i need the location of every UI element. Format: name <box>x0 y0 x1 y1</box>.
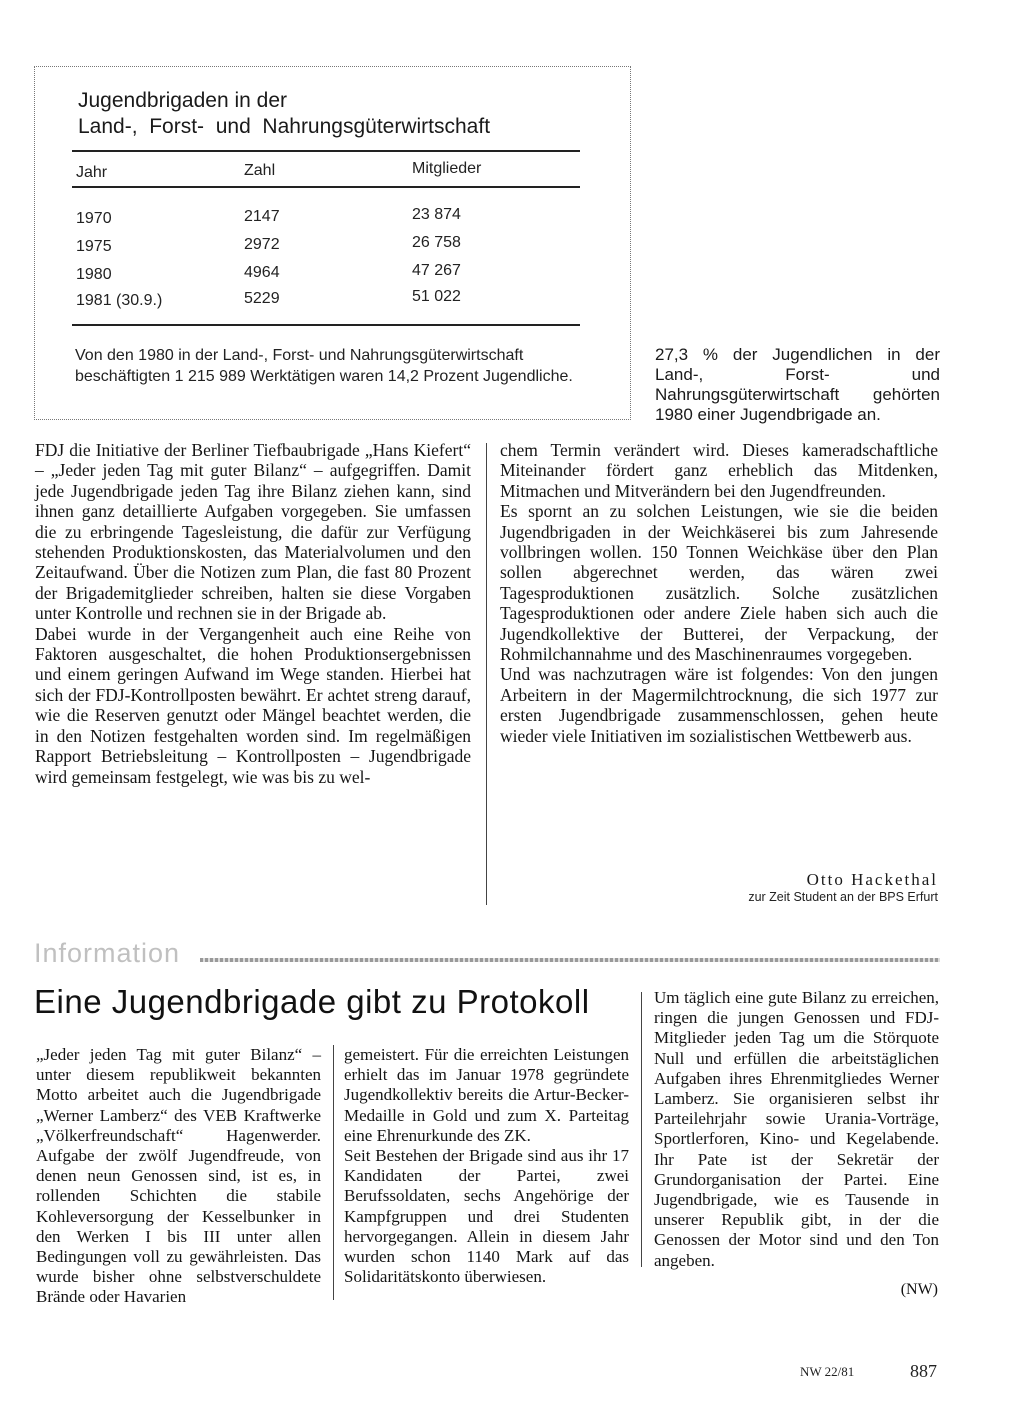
article-column-2 <box>500 440 938 746</box>
paragraph: chem Termin verändert wird. Dieses kameradschaftliche Miteinander fördert ganz erheblich das Mitdenken, Mitmachen und Mitverändern bei den Jugendfreunden. <box>500 440 938 501</box>
article2-column-1 <box>36 1045 321 1308</box>
box-footnote: Von den 1980 in der Land-, Forst- und Nahrungsgüterwirtschaft beschäftigten 1 215 989 Werktätigen waren 14,2 Prozent Jugendliche. <box>75 347 573 385</box>
issue-label: NW 22/81 <box>800 1364 855 1379</box>
paragraph: Dabei wurde in der Vergangenheit auch eine Reihe von Faktoren ausgeschaltet, die hohen Produktionsergebnissen und einem geringen Aufwand im Wege standen. Hierbei hat sich der FDJ-Kontrollposten bewährt. Er achtet streng darauf, wie die Reserven genutzt oder Mängel beachtet werden, die in den Notizen festgehalten worden sind. Im regelmäßigen Rapport Betriebsleitung – Kontrollposten – Jugendbrigade wird gemeinsam festgelegt, wie was bis zu wel- <box>35 623 471 787</box>
cell-year: 1970 <box>76 210 112 227</box>
paragraph: „Jeder jeden Tag mit guter Bilanz“ – unter diesem republikweit bekannten Motto arbeitet auch die Jugendbrigade „Werner Lamberz“ des VEB Kraftwerke „Völkerfreundschaft“ Hagenwerder. Aufgabe der zwölf Jugendfreude, von denen neun Genossen sind, ist es, in rollenden Schichten die stabile Kohleversorgung der Kesselbunker in den Werken I bis III unter allen Bedingungen voll zu gewährleisten. Das wurde bisher ohne selbstverschuldete Brände oder Havarien <box>36 1045 321 1307</box>
page-number: 887 <box>910 1361 937 1381</box>
table-top-rule <box>72 150 580 152</box>
article2-column-3 <box>654 988 939 1271</box>
paragraph: Es spornt an zu solchen Leistungen, wie sie die beiden Jugendbrigaden in der Weichkäserei bis zum Jahresende vollbringen wollen. 150 Tonnen Weichkäse über den Plan sollen abgerechnet werden, das wären zwei Tagesproduktionen zusätzlich. Solche zusätzlichen Tagesproduktionen oder andere Ziele haben sich auch die Jugendkollektive der Butterei, der Verpackung, der Rohmilchannahme und des Maschinenraumes vorgegeben. <box>500 501 938 665</box>
cell-count: 2972 <box>244 236 280 253</box>
section-label: Information <box>34 938 181 968</box>
cell-members: 23 874 <box>412 206 461 223</box>
cell-year: 1975 <box>76 238 112 255</box>
article-headline: Eine Jugendbrigade gibt zu Protokoll <box>34 983 590 1020</box>
author-name: Otto Hackethal <box>806 870 938 889</box>
article-signature: (NW) <box>900 1281 938 1298</box>
author-affiliation: zur Zeit Student an der BPS Erfurt <box>748 890 938 904</box>
cell-members: 47 267 <box>412 262 461 279</box>
side-note: 27,3 % der Jugendlichen in der Land-, Forst- und Nahrungsgüterwirtschaft gehörten 1980 einer Jugendbrigade an. <box>655 345 940 424</box>
table-header-zahl: Zahl <box>244 162 276 179</box>
table-header-rule <box>72 186 580 188</box>
paragraph: Und was nachzutragen wäre ist folgendes: Von den jungen Arbeitern in der Magermilchtrocknung, die sich 1977 zur ersten Jugendbrigade zusammenschlossen, gehen heute wieder viele Initiativen im sozialistischen Wettbewerb aus. <box>500 664 938 746</box>
cell-count: 2147 <box>244 208 280 225</box>
column-divider <box>333 1045 334 1300</box>
box-title <box>78 88 598 140</box>
box-title-line-2: Land-, Forst- und Nahrungsgüterwirtschaft <box>78 115 491 138</box>
column-divider <box>486 443 487 905</box>
box-title-line-1: Jugendbrigaden in der <box>78 89 287 112</box>
article-column-1 <box>35 440 471 787</box>
cell-count: 5229 <box>244 290 280 307</box>
cell-count: 4964 <box>244 264 280 281</box>
table-bottom-rule <box>72 324 580 326</box>
paragraph: Seit Bestehen der Brigade sind aus ihr 17 Kandidaten der Partei, zwei Berufssoldaten, sechs Angehörige der Kampfgruppen und drei Studenten hervorgegangen. Allein in diesem Jahr wurden schon 1140 Mark auf das Solidaritätskonto überwiesen. <box>344 1146 629 1287</box>
article2-column-2 <box>344 1045 629 1287</box>
column-divider <box>641 992 642 1267</box>
paragraph: gemeistert. Für die erreichten Leistungen erhielt das im Januar 1978 gegründete Jugendkollektiv bereits die Artur-Becker-Medaille in Gold und zum X. Parteitag eine Ehrenurkunde des ZK. <box>344 1045 629 1145</box>
paragraph: FDJ die Initiative der Berliner Tiefbaubrigade „Hans Kiefert“ – „Jeder jeden Tag mit guter Bilanz“ – aufgegriffen. Damit jede Jugendbrigade jeden Tag ihre Bilanz ziehen kann, sind ihnen ganz detaillierte Aufgaben vorgegeben. Sie umfassen die zu erbringende Tagesleistung, die dafür zur Verfügung stehenden Produktionskosten, das Materialvolumen und den Zeitaufwand. Über die Notizen zum Plan, die fast 80 Prozent der Brigademitglieder schreiben, halten sie diese Vorgaben unter Kontrolle und rechnen sie in der Brigade ab. <box>35 440 471 624</box>
cell-members: 51 022 <box>412 288 461 305</box>
table-header-jahr: Jahr <box>76 164 108 181</box>
cell-year: 1980 <box>76 266 112 283</box>
paragraph: Um täglich eine gute Bilanz zu erreichen, ringen die jungen Genossen und FDJ-Mitglieder jeden Tag um die Störquote Null und erfüllen die arbeitstäglichen Aufgaben ihres Ehrenmitgliedes Werner Lamberz. Sie organisieren selbst ihr Parteilehrjahr sowie Urania-Vorträge, Sportlerforen, Kino- und Kegelabende. Ihr Pate ist der Sekretär der Grundorganisation der Partei. Eine Jugendbrigade, wie es Tausende in unserer Republik gibt, in der die Genossen der Motor sind und den Ton angeben. <box>654 988 939 1270</box>
cell-members: 26 758 <box>412 234 461 251</box>
cell-year: 1981 (30.9.) <box>76 292 163 309</box>
table-header-mitglieder: Mitglieder <box>412 160 482 177</box>
section-rule <box>200 958 940 962</box>
